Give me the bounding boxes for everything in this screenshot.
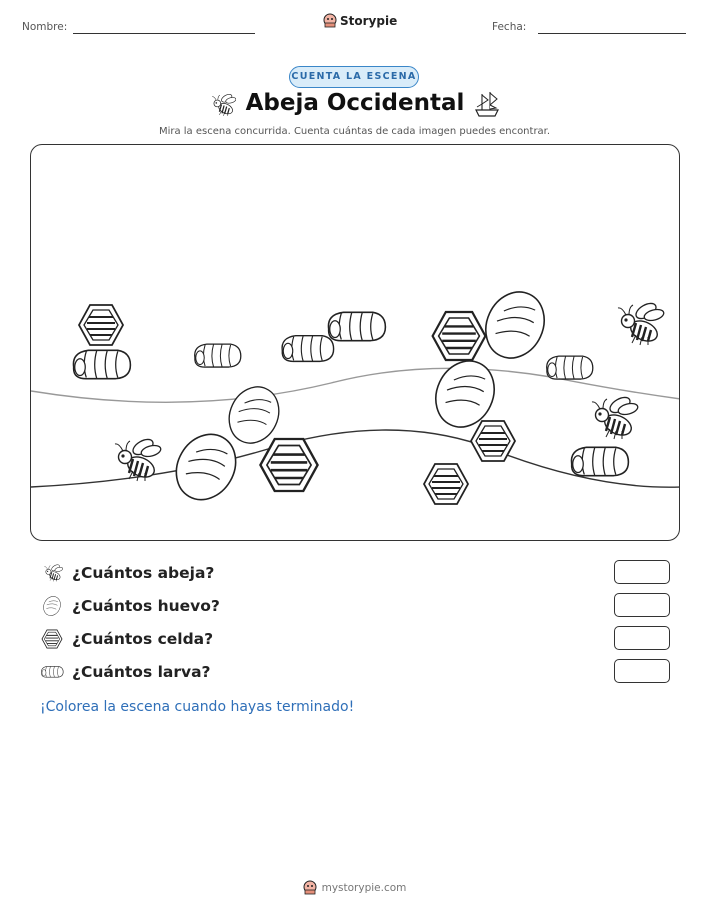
egg-1	[475, 282, 554, 367]
answer-box-cell[interactable]	[614, 626, 670, 650]
search-scene	[30, 144, 680, 541]
brand-name: Storypie	[340, 13, 398, 28]
answer-box-bee[interactable]	[614, 560, 670, 584]
larva-1	[73, 350, 130, 378]
question-row-cell	[40, 626, 670, 652]
larva-2	[195, 344, 241, 367]
question-text: ¿Cuántos huevo?	[72, 597, 220, 615]
date-line[interactable]	[538, 33, 686, 34]
egg-icon	[40, 595, 64, 617]
larva-icon	[40, 661, 64, 683]
instructions: Mira la escena concurrida. Cuenta cuántas de cada imagen puedes encontrar.	[158, 126, 551, 137]
bee-icon	[40, 562, 64, 584]
question-text: ¿Cuántos celda?	[72, 630, 214, 648]
bee-3	[592, 394, 639, 439]
larva-4	[328, 312, 385, 340]
page-title: Abeja Occidental	[245, 90, 465, 116]
storypie-logo	[323, 13, 397, 28]
question-text: ¿Cuántos larva?	[72, 663, 211, 681]
cell-5	[424, 464, 468, 504]
answer-box-egg[interactable]	[614, 593, 670, 617]
cell-3	[260, 439, 317, 491]
larva-6	[571, 447, 628, 475]
bee-icon	[208, 92, 236, 118]
answer-box-larva[interactable]	[614, 659, 670, 683]
honeycomb-cell-icon	[40, 628, 64, 650]
scene-illustration	[31, 145, 680, 541]
storypie-mascot-icon	[323, 13, 337, 28]
coloring-instruction: ¡Colorea la escena cuando hayas terminado!	[40, 699, 355, 715]
name-line[interactable]	[73, 33, 255, 34]
question-row-larva	[40, 659, 670, 685]
larva-5	[547, 356, 593, 379]
bee-2	[618, 300, 665, 345]
cell-1	[79, 305, 123, 345]
date-label: Fecha:	[492, 21, 527, 33]
ship-icon	[473, 90, 501, 118]
question-row-bee	[40, 560, 670, 586]
footer	[0, 880, 709, 895]
cell-2	[433, 312, 486, 360]
storypie-mascot-icon	[303, 880, 317, 895]
activity-badge: CUENTA LA ESCENA	[289, 66, 419, 88]
question-text: ¿Cuántos abeja?	[72, 564, 215, 582]
question-row-egg	[40, 593, 670, 619]
larva-3	[282, 336, 334, 362]
footer-url[interactable]: mystorypie.com	[321, 881, 407, 894]
name-label: Nombre:	[22, 21, 68, 33]
